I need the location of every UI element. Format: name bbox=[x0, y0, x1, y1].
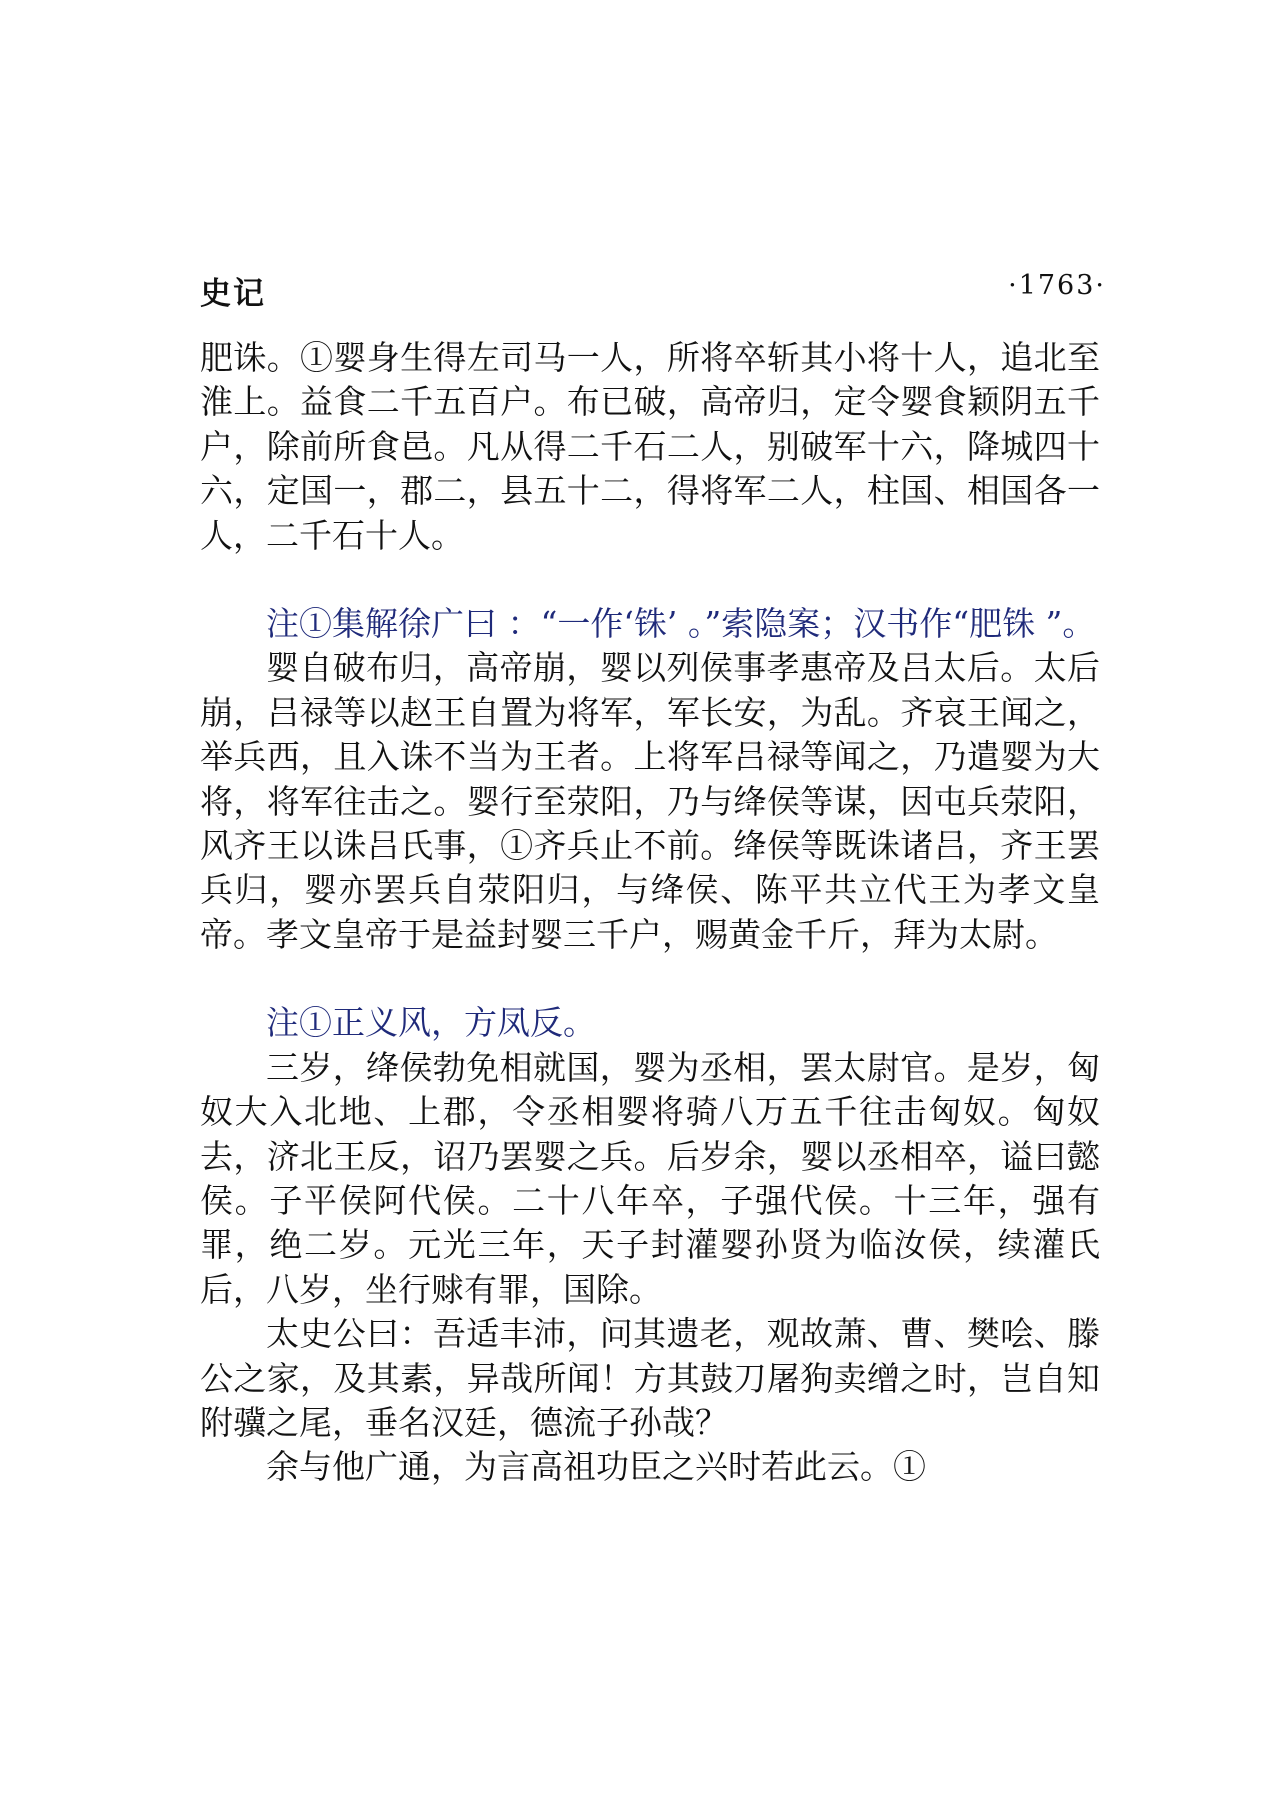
paragraph-5: 余与他广通，为言高祖功臣之兴时若此云。① bbox=[266, 1447, 926, 1487]
book-title: 史记 bbox=[200, 276, 266, 312]
paragraph-1: 肥诛。①婴身生得左司马一人，所将卒斩其小将十人，追北至淮上。益食二千五百户。布已破，高帝归，定令婴食颖阴五千户，除前所食邑。凡从得二千石二人，别破军十六，降城四十六，定国一，郡二，县五十二，得将军二人，柱国、相国各一人，二千石十人。 bbox=[200, 338, 1100, 555]
document-page bbox=[200, 268, 1106, 1490]
annotation-1: 注①集解徐广曰 ：“一作‘铢’ 。”索隐案；汉书作“肥铢 ”。 bbox=[266, 604, 1096, 644]
page-header bbox=[200, 268, 1106, 316]
paragraph-4: 太史公曰：吾适丰沛，问其遗老，观故萧、曹、樊哙、滕公之家，及其素，异哉所闻！方其鼓刀屠狗卖缯之时，岂自知附骥之尾，垂名汉廷，德流子孙哉？ bbox=[200, 1314, 1100, 1442]
page-number: ·1763· bbox=[1008, 270, 1106, 301]
paragraph-2: 婴自破布归，高帝崩，婴以列侯事孝惠帝及吕太后。太后崩，吕禄等以赵王自置为将军，军长安，为乱。齐哀王闻之，举兵西，且入诛不当为王者。上将军吕禄等闻之，乃遣婴为大将，将军往击之。婴行至荥阳，乃与绛侯等谋，因屯兵荥阳，风齐王以诛吕氏事，①齐兵止不前。绛侯等既诛诸吕，齐王罢兵归，婴亦罢兵自荥阳归，与绛侯、陈平共立代王为孝文皇帝。孝文皇帝于是益封婴三千户，赐黄金千斤，拜为太尉。 bbox=[200, 648, 1100, 954]
spacer bbox=[200, 957, 1100, 1001]
paragraph-3: 三岁，绛侯勃免相就国，婴为丞相，罢太尉官。是岁，匈奴大入北地、上郡，令丞相婴将骑八万五千往击匈奴。匈奴去，济北王反，诏乃罢婴之兵。后岁余，婴以丞相卒，谥曰懿侯。子平侯阿代侯。二十八年卒，子强代侯。十三年，强有罪，绝二岁。元光三年，天子封灌婴孙贤为临汝侯，续灌氏后，八岁，坐行赇有罪，国除。 bbox=[200, 1047, 1100, 1309]
annotation-2: 注①正义风，方凤反。 bbox=[266, 1003, 596, 1043]
spacer bbox=[200, 558, 1100, 602]
